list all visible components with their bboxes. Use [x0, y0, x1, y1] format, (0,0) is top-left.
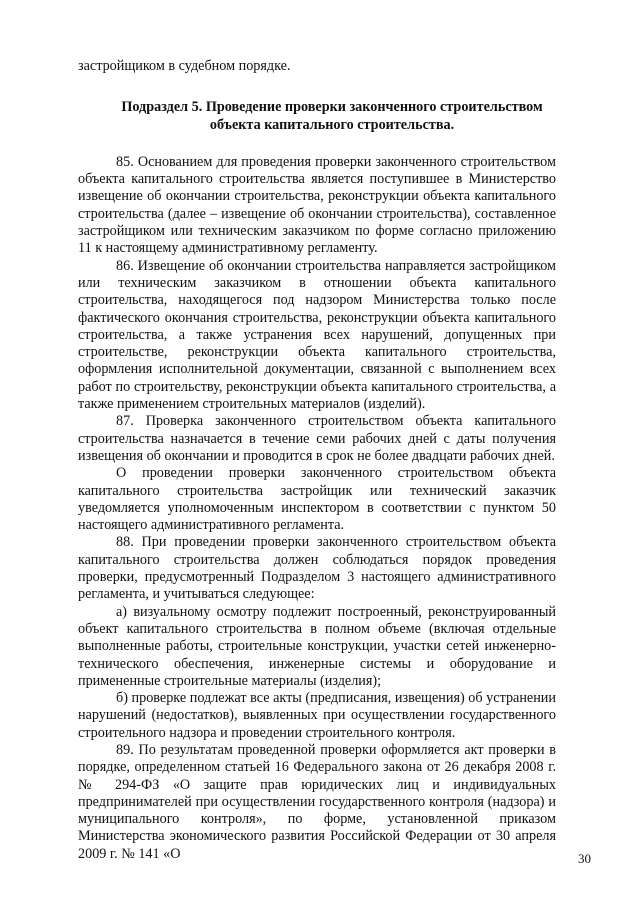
- paragraph-87: 87. Проверка законченного строительством объекта капитального строительства назначается в течение семи рабочих дней с даты получения извещения об окончании и проводится в срок не более двадцати рабочих дней.: [78, 413, 556, 464]
- document-body: [78, 58, 556, 863]
- section-heading: [78, 99, 556, 134]
- paragraph-88: 88. При проведении проверки законченного строительством объекта капитального строительства должен соблюдаться порядок проведения проверки, предусмотренный Подразделом 3 настоящего административного регламента, и учитываться следующее:: [78, 534, 556, 603]
- lead-line: застройщиком в судебном порядке.: [78, 58, 291, 74]
- section-heading-line-1: Подраздел 5. Проведение проверки законченного строительством: [121, 99, 543, 116]
- paragraph-86: 86. Извещение об окончании строительства направляется застройщиком или техническим заказчиком в отношении объекта капитального строительства, находящегося под надзором Министерства только после фактического окончания строительства, реконструкции объекта капитального строительства, а также устранения всех нарушений, допущенных при строительстве, реконструкции объекта капитального строительства, оформления исполнительной документации, связанной с выполнением всех работ по строительству, реконструкции объекта капитального строительства, а также применением строительных материалов (изделий).: [78, 257, 556, 413]
- paragraph-85: 85. Основанием для проведения проверки законченного строительством объекта капитального строительства является поступившее в Министерство извещение об окончании строительства, реконструкции объекта капитального строительства (далее – извещение об окончании строительства), составленное застройщиком или техническим заказчиком по форме согласно приложению 11 к настоящему административному регламенту.: [78, 153, 556, 257]
- paragraph-88-a: а) визуальному осмотру подлежит построенный, реконструированный объект капитального строительства в полном объеме (включая отдельные выполненные работы, строительные конструкции, участки сетей инженерно-технического обеспечения, инженерные системы и оборудование и примененные строительные материалы (изделия);: [78, 603, 556, 689]
- paragraph-89: 89. По результатам проведенной проверки оформляется акт проверки в порядке, определенном статьей 16 Федерального закона от 26 декабря 2008 г. № 294-ФЗ «О защите прав юридических лиц и индивидуальных предпринимателей при осуществлении государственного контроля (надзора) и муниципального контроля», по форме, установленной приказом Министерства экономического развития Российской Федерации от 30 апреля 2009 г. № 141 «О: [78, 741, 556, 862]
- paragraph-87-notice: О проведении проверки законченного строительством объекта капитального строительства застройщик или технический заказчик уведомляется уполномоченным инспектором в соответствии с пунктом 50 настоящего административного регламента.: [78, 465, 556, 534]
- paragraph-88-b: б) проверке подлежат все акты (предписания, извещения) об устранении нарушений (недостатков), выявленных при осуществлении государственного строительного надзора и проведении строительного контроля.: [78, 690, 556, 741]
- page-number: 30: [578, 851, 591, 866]
- section-heading-line-2: объекта капитального строительства.: [209, 116, 455, 133]
